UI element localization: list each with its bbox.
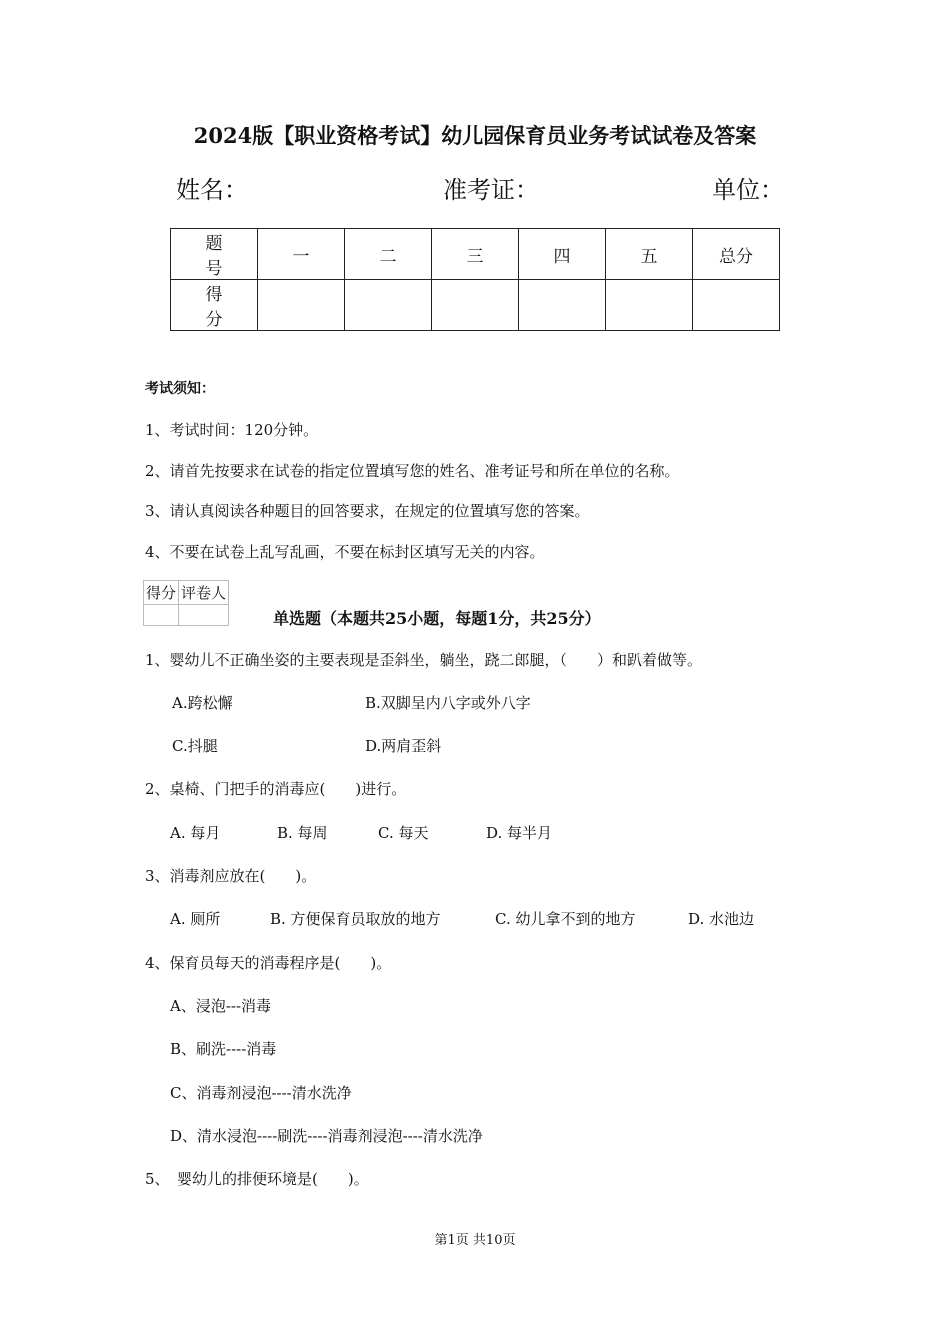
name-field-label: 姓名：	[176, 176, 248, 204]
option: C. 每天	[378, 824, 429, 842]
option: D. 每半月	[486, 824, 553, 842]
grader-score-cell[interactable]	[144, 605, 179, 626]
option: A、浸泡---消毒	[170, 997, 272, 1015]
section-title: 单选题（本题共25小题，每题1分，共25分）	[273, 609, 601, 628]
option: D.两肩歪斜	[365, 737, 442, 755]
question-stem: 3、消毒剂应放在( )。	[145, 867, 317, 885]
option: A. 每月	[170, 824, 221, 842]
score-cell-total[interactable]	[693, 280, 780, 331]
option: A. 厕所	[170, 910, 221, 928]
option: B.双脚呈内八字或外八字	[365, 694, 531, 712]
score-cell-1[interactable]	[258, 280, 345, 331]
section-4-header: 四	[519, 229, 606, 280]
option: C、消毒剂浸泡----清水洗净	[170, 1084, 352, 1102]
option: C. 幼儿拿不到的地方	[495, 910, 636, 928]
option: A.跨松懈	[172, 694, 233, 712]
option: B. 方便保育员取放的地方	[270, 910, 441, 928]
question-stem: 2、桌椅、门把手的消毒应( )进行。	[145, 780, 407, 798]
score-cell-2[interactable]	[345, 280, 432, 331]
option: B、刷洗----消毒	[170, 1040, 277, 1058]
notice-heading: 考试须知：	[145, 381, 215, 397]
grader-name-label: 评卷人	[179, 581, 229, 605]
score-label: 得 分	[171, 280, 258, 331]
grader-score-label: 得分	[144, 581, 179, 605]
unit-field-label: 单位：	[712, 176, 784, 204]
notice-item: 2、请首先按要求在试卷的指定位置填写您的姓名、准考证号和所在单位的名称。	[145, 462, 680, 480]
question-stem: 5、 婴幼儿的排便环境是( )。	[145, 1170, 369, 1188]
notice-item: 3、请认真阅读各种题目的回答要求，在规定的位置填写您的答案。	[145, 502, 590, 520]
score-table	[170, 228, 780, 331]
total-header: 总分	[693, 229, 780, 280]
score-table-header-row	[171, 229, 780, 280]
grader-box	[143, 580, 229, 626]
question-number-label: 题 号	[171, 229, 258, 280]
option: C.抖腿	[172, 737, 218, 755]
question-stem: 4、保育员每天的消毒程序是( )。	[145, 954, 392, 972]
option: D、清水浸泡----刷洗----消毒剂浸泡----清水洗净	[170, 1127, 483, 1145]
score-table-score-row	[171, 280, 780, 331]
section-2-header: 二	[345, 229, 432, 280]
score-cell-5[interactable]	[606, 280, 693, 331]
exam-id-field-label: 准考证：	[443, 176, 539, 204]
section-1-header: 一	[258, 229, 345, 280]
notice-item: 1、考试时间：120分钟。	[145, 421, 319, 439]
option: D. 水池边	[688, 910, 755, 928]
grader-name-cell[interactable]	[179, 605, 229, 626]
score-cell-3[interactable]	[432, 280, 519, 331]
score-cell-4[interactable]	[519, 280, 606, 331]
exam-title: 2024版【职业资格考试】幼儿园保育员业务考试试卷及答案	[193, 123, 757, 148]
notice-item: 4、不要在试卷上乱写乱画，不要在标封区填写无关的内容。	[145, 543, 545, 561]
section-3-header: 三	[432, 229, 519, 280]
option: B. 每周	[277, 824, 328, 842]
section-5-header: 五	[606, 229, 693, 280]
page-number: 第1页 共10页	[434, 1233, 516, 1248]
question-stem: 1、婴幼儿不正确坐姿的主要表现是歪斜坐，躺坐，跷二郎腿，（ ）和趴着做等。	[145, 651, 703, 669]
